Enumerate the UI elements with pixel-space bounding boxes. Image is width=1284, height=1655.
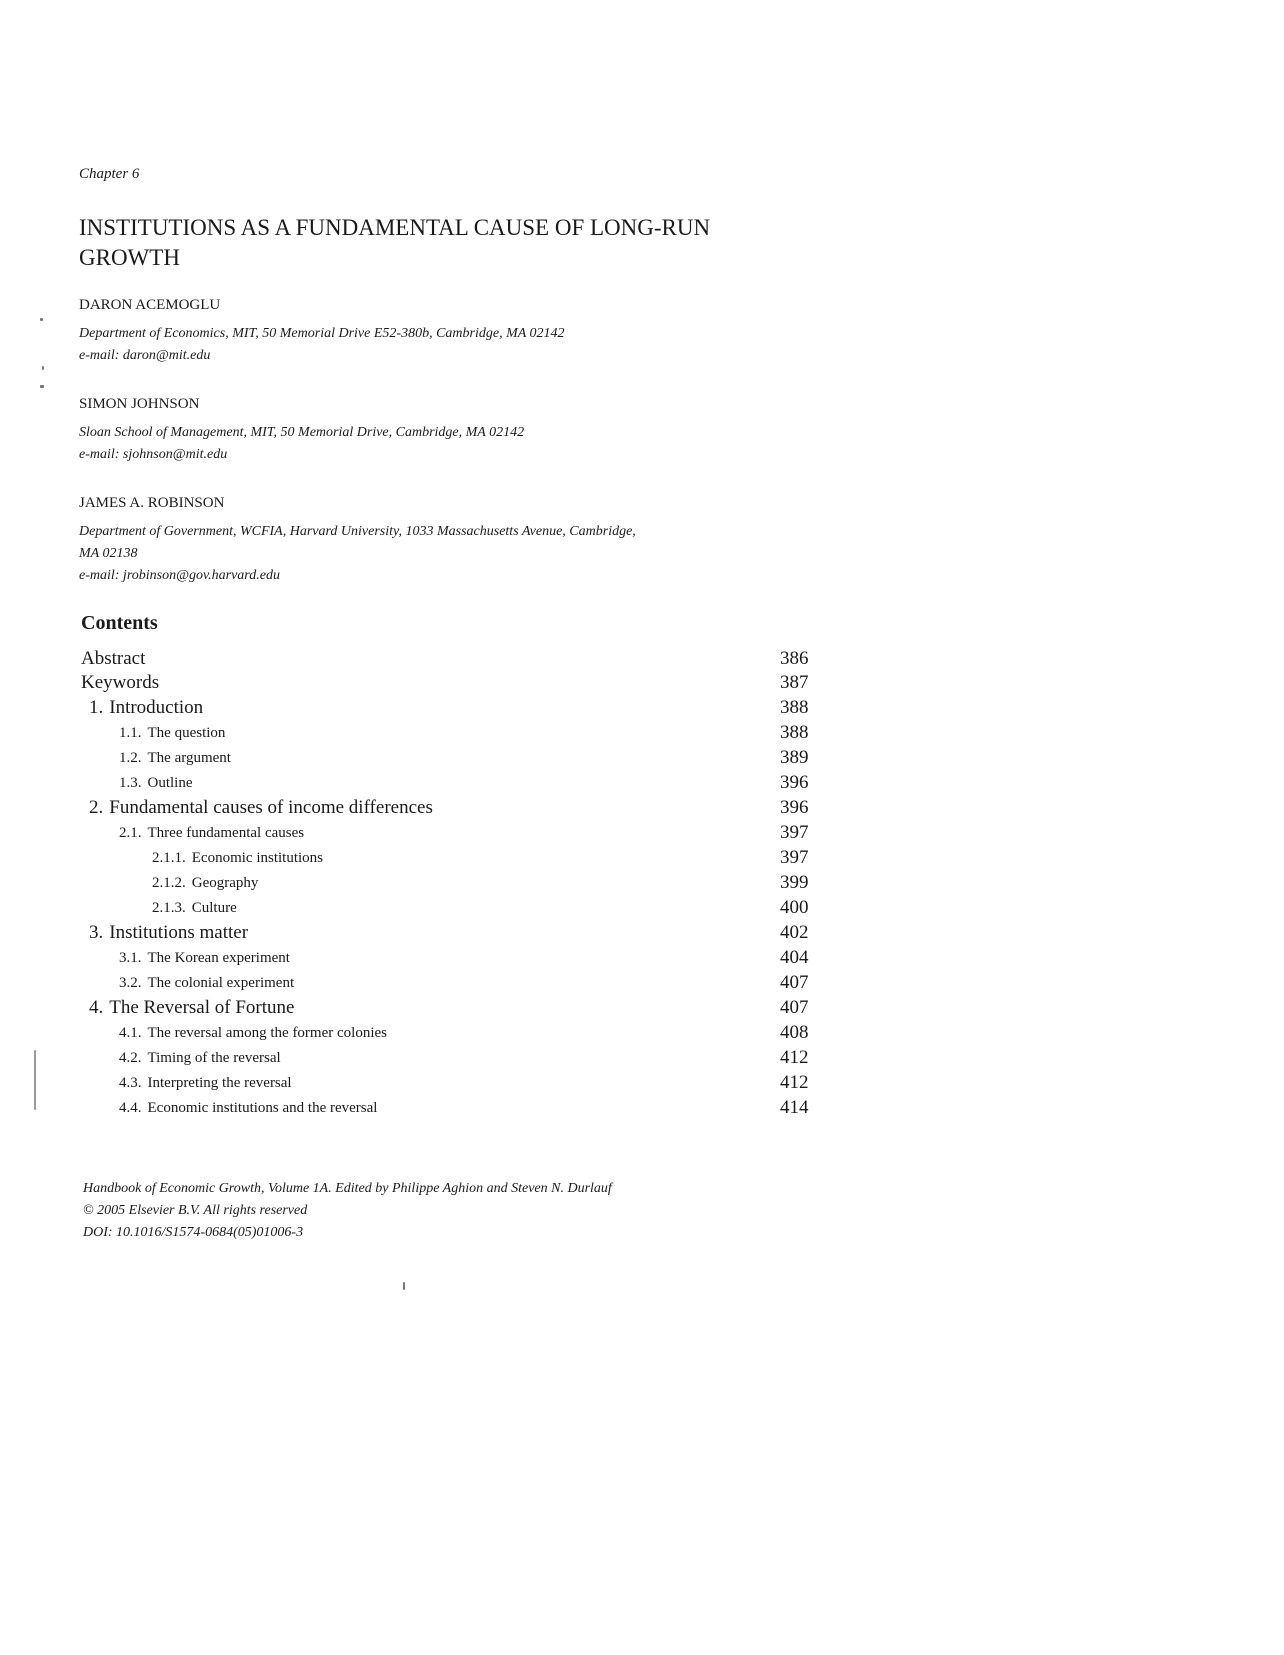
- toc-entry-page: 387: [780, 672, 809, 693]
- title-line: GROWTH: [79, 245, 180, 270]
- toc-entry-label: [81, 648, 145, 670]
- toc-entry[interactable]: [0, 1047, 1284, 1071]
- toc-entry[interactable]: [0, 872, 1284, 896]
- toc-entry-page: 396: [780, 797, 809, 818]
- toc-entry-page: 400: [780, 897, 809, 918]
- toc-entry-number: 3.: [89, 922, 104, 943]
- toc-entry[interactable]: [0, 972, 1284, 996]
- toc-entry[interactable]: [0, 648, 1284, 672]
- toc-entry[interactable]: [0, 1072, 1284, 1096]
- toc-entry-label: [119, 1100, 377, 1117]
- toc-entry[interactable]: [0, 922, 1284, 946]
- toc-entry-page: 408: [780, 1022, 809, 1043]
- scan-speck: [40, 318, 43, 321]
- toc-entry-page: 412: [780, 1047, 809, 1068]
- toc-entry[interactable]: [0, 1097, 1284, 1121]
- toc-entry-label: [89, 697, 203, 719]
- toc-entry-page: 404: [780, 947, 809, 968]
- toc-entry-label: [119, 1050, 281, 1067]
- toc-entry-number: 1.: [89, 697, 104, 718]
- scan-speck: [403, 1282, 405, 1290]
- toc-entry-page: 396: [780, 772, 809, 793]
- toc-entry[interactable]: [0, 797, 1284, 821]
- toc-entry-number: 4.2.: [119, 1050, 142, 1066]
- affiliation-line: Department of Government, WCFIA, Harvard University, 1033 Massachusetts Avenue, Cambridge,: [79, 524, 636, 539]
- toc-entry[interactable]: [0, 747, 1284, 771]
- scan-speck: [42, 366, 44, 370]
- affiliation-line: MA 02138: [79, 546, 138, 561]
- toc-entry-label: [119, 825, 304, 842]
- author-email: e-mail: jrobinson@gov.harvard.edu: [79, 568, 280, 583]
- toc-entry-number: 4.1.: [119, 1025, 142, 1041]
- toc-entry-title: Outline: [147, 775, 193, 791]
- scan-speck: [34, 1050, 36, 1110]
- contents-heading: Contents: [81, 612, 158, 634]
- toc-entry-page: 397: [780, 822, 809, 843]
- chapter-label: Chapter 6: [79, 166, 140, 182]
- toc-entry-title: The question: [147, 725, 226, 741]
- toc-entry-title: The colonial experiment: [147, 975, 295, 991]
- toc-entry[interactable]: [0, 822, 1284, 846]
- toc-entry-title: Fundamental causes of income differences: [109, 797, 433, 818]
- toc-entry-number: 4.4.: [119, 1100, 142, 1116]
- toc-entry-label: [89, 797, 433, 819]
- toc-entry-label: [119, 725, 225, 742]
- toc-entry-number: 2.1.2.: [152, 875, 186, 891]
- author-name: JAMES A. ROBINSON: [79, 495, 225, 511]
- toc-entry-number: 4.3.: [119, 1075, 142, 1091]
- toc-entry-title: The Reversal of Fortune: [109, 997, 295, 1018]
- toc-entry[interactable]: [0, 697, 1284, 721]
- toc-entry[interactable]: [0, 772, 1284, 796]
- scan-speck: [40, 385, 44, 388]
- toc-entry-title: Economic institutions and the reversal: [147, 1100, 378, 1116]
- toc-entry-title: Economic institutions: [191, 850, 323, 866]
- toc-entry-title: Institutions matter: [109, 922, 249, 943]
- toc-entry-label: [152, 850, 323, 867]
- toc-entry-title: Interpreting the reversal: [147, 1075, 292, 1091]
- toc-entry-number: 1.3.: [119, 775, 142, 791]
- author-email: e-mail: sjohnson@mit.edu: [79, 447, 228, 462]
- toc-entry-number: 2.1.: [119, 825, 142, 841]
- affiliation-line: Department of Economics, MIT, 50 Memorial Drive E52-380b, Cambridge, MA 02142: [79, 326, 565, 341]
- toc-entry-page: 389: [780, 747, 809, 768]
- toc-entry-number: 1.1.: [119, 725, 142, 741]
- toc-entry-label: [89, 922, 248, 944]
- toc-entry[interactable]: [0, 997, 1284, 1021]
- toc-entry-label: [81, 672, 159, 694]
- toc-entry-title: Abstract: [81, 648, 146, 669]
- toc-entry[interactable]: [0, 1022, 1284, 1046]
- toc-entry-number: 2.1.1.: [152, 850, 186, 866]
- toc-entry-number: 3.2.: [119, 975, 142, 991]
- author-email: e-mail: daron@mit.edu: [79, 348, 211, 363]
- toc-entry-title: Three fundamental causes: [147, 825, 305, 841]
- footer-line: Handbook of Economic Growth, Volume 1A. Edited by Philippe Aghion and Steven N. Durlauf: [83, 1181, 612, 1196]
- toc-entry-page: 412: [780, 1072, 809, 1093]
- toc-entry-label: [119, 950, 290, 967]
- toc-entry-page: 386: [780, 648, 809, 669]
- toc-entry[interactable]: [0, 897, 1284, 921]
- toc-entry-title: The Korean experiment: [147, 950, 290, 966]
- footer-line: DOI: 10.1016/S1574-0684(05)01006-3: [83, 1225, 304, 1240]
- toc-entry-label: [119, 775, 193, 792]
- toc-entry-page: 402: [780, 922, 809, 943]
- toc-entry[interactable]: [0, 672, 1284, 696]
- author-name: DARON ACEMOGLU: [79, 297, 221, 313]
- toc-entry-number: 2.: [89, 797, 104, 818]
- toc-entry-page: 407: [780, 997, 809, 1018]
- toc-entry-page: 388: [780, 722, 809, 743]
- toc-entry-label: [89, 997, 294, 1019]
- toc-entry-label: [119, 1075, 292, 1092]
- toc-entry-title: Culture: [191, 900, 237, 916]
- toc-entry-number: 3.1.: [119, 950, 142, 966]
- toc-entry-page: 397: [780, 847, 809, 868]
- footer-line: © 2005 Elsevier B.V. All rights reserved: [83, 1203, 308, 1218]
- toc-entry[interactable]: [0, 947, 1284, 971]
- toc-entry-label: [119, 975, 294, 992]
- toc-entry-title: Keywords: [81, 672, 160, 693]
- toc-entry-title: Geography: [191, 875, 259, 891]
- toc-entry-label: [119, 1025, 387, 1042]
- toc-entry[interactable]: [0, 847, 1284, 871]
- publication-footer: [83, 1178, 612, 1244]
- toc-entry-label: [152, 900, 237, 917]
- toc-entry-number: 1.2.: [119, 750, 142, 766]
- toc-entry-page: 407: [780, 972, 809, 993]
- affiliation-line: Sloan School of Management, MIT, 50 Memorial Drive, Cambridge, MA 02142: [79, 425, 525, 440]
- toc-entry-number: 4.: [89, 997, 104, 1018]
- title-line: INSTITUTIONS AS A FUNDAMENTAL CAUSE OF LONG-RUN: [79, 215, 711, 240]
- toc-entry-title: Introduction: [109, 697, 204, 718]
- toc-entry[interactable]: [0, 722, 1284, 746]
- toc-entry-page: 388: [780, 697, 809, 718]
- toc-entry-title: Timing of the reversal: [147, 1050, 281, 1066]
- toc-entry-title: The argument: [147, 750, 231, 766]
- toc-entry-label: [152, 875, 258, 892]
- toc-entry-page: 399: [780, 872, 809, 893]
- author-name: SIMON JOHNSON: [79, 396, 200, 412]
- toc-entry-title: The reversal among the former colonies: [147, 1025, 387, 1041]
- toc-entry-label: [119, 750, 231, 767]
- toc-entry-number: 2.1.3.: [152, 900, 186, 916]
- toc-entry-page: 414: [780, 1097, 809, 1118]
